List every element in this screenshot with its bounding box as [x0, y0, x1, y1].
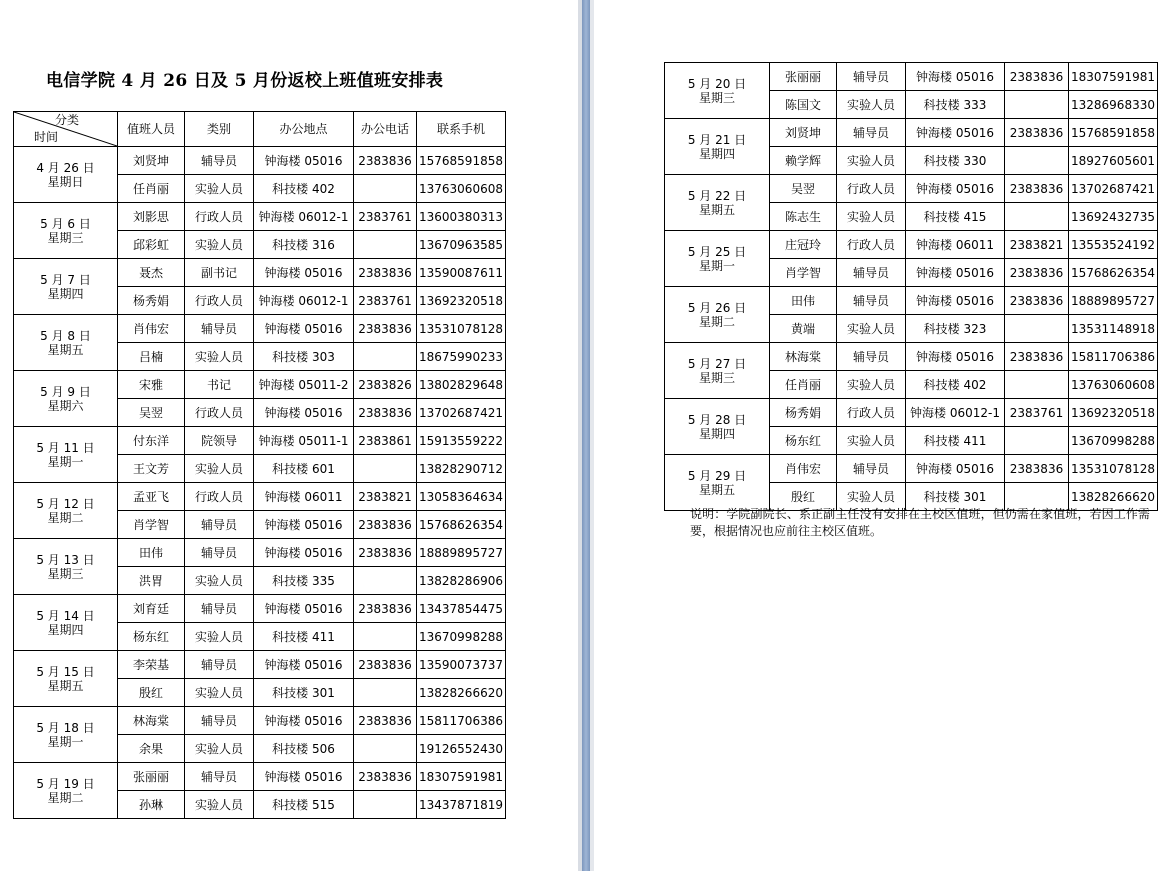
- mobile-cell: 13763060608: [417, 175, 506, 203]
- date-label: 5 月 11 日: [36, 440, 95, 455]
- duty-person-cell: 肖学智: [118, 511, 185, 539]
- table-row: [14, 763, 506, 791]
- weekday-label: 星期三: [698, 370, 735, 385]
- table-row: [14, 651, 506, 679]
- office-phone-cell: 2383836: [354, 595, 417, 623]
- office-location-cell: 科技楼 411: [254, 623, 354, 651]
- office-location-cell: 科技楼 411: [906, 427, 1005, 455]
- date-label: 5 月 21 日: [687, 132, 747, 147]
- office-phone-cell: 2383821: [1005, 231, 1069, 259]
- category-cell: 辅导员: [185, 539, 254, 567]
- category-cell: 实验人员: [185, 679, 254, 707]
- office-phone-cell: 2383836: [354, 259, 417, 287]
- table-row: [14, 203, 506, 231]
- office-location-cell: 科技楼 301: [906, 483, 1005, 511]
- office-location-cell: 钟海楼 06012-1: [906, 399, 1005, 427]
- office-location-cell: 钟海楼 05016: [254, 763, 354, 791]
- duty-person-cell: 邱彩虹: [118, 231, 185, 259]
- category-cell: 辅导员: [185, 147, 254, 175]
- date-label: 5 月 14 日: [36, 608, 95, 623]
- duty-person-cell: 王文芳: [118, 455, 185, 483]
- duty-person-cell: 杨东红: [770, 427, 837, 455]
- duty-person-cell: 孟亚飞: [118, 483, 185, 511]
- date-label: 5 月 20 日: [687, 76, 747, 91]
- category-cell: 实验人员: [837, 203, 906, 231]
- date-label: 5 月 9 日: [40, 384, 91, 399]
- mobile-cell: 19126552430: [417, 735, 506, 763]
- mobile-cell: 13670963585: [417, 231, 506, 259]
- mobile-cell: 13763060608: [1069, 371, 1158, 399]
- mobile-cell: 18307591981: [1069, 63, 1158, 91]
- table-row: [665, 63, 1158, 91]
- office-phone-cell: [354, 455, 417, 483]
- office-location-cell: 钟海楼 05016: [254, 147, 354, 175]
- date-label: 5 月 12 日: [36, 496, 95, 511]
- category-cell: 辅导员: [837, 259, 906, 287]
- weekday-label: 星期四: [47, 622, 84, 637]
- office-location-cell: 科技楼 415: [906, 203, 1005, 231]
- office-location-cell: 钟海楼 05016: [254, 399, 354, 427]
- category-cell: 副书记: [185, 259, 254, 287]
- mobile-cell: 13437854475: [417, 595, 506, 623]
- category-cell: 实验人员: [837, 371, 906, 399]
- header-category-label: 分类: [54, 113, 79, 127]
- category-cell: 实验人员: [837, 91, 906, 119]
- mobile-cell: 15768591858: [417, 147, 506, 175]
- table-row: [665, 231, 1158, 259]
- category-cell: 辅导员: [837, 343, 906, 371]
- category-cell: 实验人员: [185, 175, 254, 203]
- mobile-cell: 13828286906: [417, 567, 506, 595]
- office-phone-cell: [354, 175, 417, 203]
- mobile-cell: 13531078128: [1069, 455, 1158, 483]
- category-cell: 书记: [185, 371, 254, 399]
- office-phone-cell: [1005, 203, 1069, 231]
- office-location-cell: 钟海楼 05016: [906, 63, 1005, 91]
- duty-person-cell: 林海棠: [118, 707, 185, 735]
- duty-person-cell: 殷红: [770, 483, 837, 511]
- mobile-cell: 13600380313: [417, 203, 506, 231]
- office-location-cell: 科技楼 402: [906, 371, 1005, 399]
- office-phone-cell: [1005, 147, 1069, 175]
- office-phone-cell: [354, 679, 417, 707]
- weekday-label: 星期六: [47, 398, 84, 413]
- category-cell: 行政人员: [837, 231, 906, 259]
- table-row: [14, 147, 506, 175]
- mobile-cell: 13692432735: [1069, 203, 1158, 231]
- duty-person-cell: 张丽丽: [770, 63, 837, 91]
- category-cell: 辅导员: [185, 511, 254, 539]
- duty-person-cell: 黄端: [770, 315, 837, 343]
- duty-person-cell: 宋雅: [118, 371, 185, 399]
- date-label: 4 月 26 日: [36, 160, 95, 175]
- weekday-label: 星期一: [47, 454, 84, 469]
- mobile-cell: 15811706386: [1069, 343, 1158, 371]
- mobile-cell: 13670998288: [1069, 427, 1158, 455]
- office-phone-cell: 2383836: [1005, 259, 1069, 287]
- office-location-cell: 钟海楼 05016: [254, 511, 354, 539]
- mobile-cell: 13702687421: [1069, 175, 1158, 203]
- category-cell: 行政人员: [185, 287, 254, 315]
- date-label: 5 月 29 日: [687, 468, 747, 483]
- duty-person-cell: 吴翌: [118, 399, 185, 427]
- date-cell: [665, 343, 770, 399]
- office-location-cell: 钟海楼 06012-1: [254, 287, 354, 315]
- category-cell: 辅导员: [837, 455, 906, 483]
- date-cell: [14, 483, 118, 539]
- table-row: [14, 259, 506, 287]
- table-row: [14, 371, 506, 399]
- mobile-cell: 13670998288: [417, 623, 506, 651]
- page-title: 电信学院 4 月 26 日及 5 月份返校上班值班安排表: [46, 71, 444, 91]
- office-phone-cell: 2383836: [354, 539, 417, 567]
- mobile-cell: 18307591981: [417, 763, 506, 791]
- office-phone-cell: 2383836: [1005, 455, 1069, 483]
- mobile-cell: 15768626354: [1069, 259, 1158, 287]
- weekday-label: 星期二: [698, 314, 735, 329]
- office-phone-cell: 2383836: [354, 651, 417, 679]
- header-office-location: 办公地点: [254, 112, 354, 147]
- mobile-cell: 13286968330: [1069, 91, 1158, 119]
- date-cell: [665, 399, 770, 455]
- office-location-cell: 科技楼 330: [906, 147, 1005, 175]
- weekday-label: 星期四: [698, 426, 735, 441]
- office-phone-cell: 2383821: [354, 483, 417, 511]
- office-location-cell: 科技楼 335: [254, 567, 354, 595]
- date-cell: [665, 231, 770, 287]
- office-location-cell: 钟海楼 05016: [906, 343, 1005, 371]
- office-phone-cell: 2383836: [1005, 175, 1069, 203]
- table-row: [14, 427, 506, 455]
- duty-person-cell: 付东洋: [118, 427, 185, 455]
- mobile-cell: 15768626354: [417, 511, 506, 539]
- date-cell: [665, 63, 770, 119]
- category-cell: 辅导员: [185, 595, 254, 623]
- table-row: [665, 119, 1158, 147]
- date-label: 5 月 27 日: [687, 356, 747, 371]
- office-phone-cell: [1005, 91, 1069, 119]
- category-cell: 院领导: [185, 427, 254, 455]
- duty-person-cell: 杨东红: [118, 623, 185, 651]
- duty-person-cell: 洪胃: [118, 567, 185, 595]
- office-phone-cell: 2383836: [354, 399, 417, 427]
- category-cell: 实验人员: [185, 735, 254, 763]
- duty-schedule-table-left: [13, 111, 506, 819]
- office-phone-cell: [1005, 371, 1069, 399]
- duty-person-cell: 刘育廷: [118, 595, 185, 623]
- office-phone-cell: 2383836: [1005, 343, 1069, 371]
- office-location-cell: 钟海楼 05016: [254, 707, 354, 735]
- category-cell: 辅导员: [185, 315, 254, 343]
- office-phone-cell: [354, 567, 417, 595]
- category-cell: 行政人员: [185, 399, 254, 427]
- date-cell: [14, 259, 118, 315]
- office-phone-cell: 2383761: [1005, 399, 1069, 427]
- mobile-cell: 13802829648: [417, 371, 506, 399]
- duty-person-cell: 任肖丽: [770, 371, 837, 399]
- duty-person-cell: 肖伟宏: [118, 315, 185, 343]
- duty-person-cell: 杨秀娟: [770, 399, 837, 427]
- duty-person-cell: 肖学智: [770, 259, 837, 287]
- duty-person-cell: 吕楠: [118, 343, 185, 371]
- office-location-cell: 科技楼 323: [906, 315, 1005, 343]
- office-phone-cell: [354, 735, 417, 763]
- office-location-cell: 科技楼 515: [254, 791, 354, 819]
- office-location-cell: 科技楼 303: [254, 343, 354, 371]
- duty-person-cell: 张丽丽: [118, 763, 185, 791]
- mobile-cell: 13828266620: [417, 679, 506, 707]
- date-cell: [14, 763, 118, 819]
- office-phone-cell: 2383836: [1005, 287, 1069, 315]
- office-location-cell: 科技楼 601: [254, 455, 354, 483]
- mobile-cell: 18889895727: [417, 539, 506, 567]
- office-phone-cell: 2383836: [354, 707, 417, 735]
- office-phone-cell: 2383761: [354, 287, 417, 315]
- date-label: 5 月 28 日: [687, 412, 747, 427]
- mobile-cell: 18927605601: [1069, 147, 1158, 175]
- table-row: [665, 343, 1158, 371]
- office-phone-cell: [354, 791, 417, 819]
- duty-person-cell: 杨秀娟: [118, 287, 185, 315]
- mobile-cell: 13692320518: [417, 287, 506, 315]
- duty-person-cell: 田伟: [770, 287, 837, 315]
- duty-person-cell: 林海棠: [770, 343, 837, 371]
- weekday-label: 星期二: [47, 790, 84, 805]
- weekday-label: 星期五: [47, 678, 84, 693]
- date-label: 5 月 26 日: [687, 300, 747, 315]
- mobile-cell: 15768591858: [1069, 119, 1158, 147]
- mobile-cell: 13828266620: [1069, 483, 1158, 511]
- date-label: 5 月 18 日: [36, 720, 95, 735]
- category-cell: 实验人员: [837, 315, 906, 343]
- category-cell: 辅导员: [837, 119, 906, 147]
- duty-person-cell: 田伟: [118, 539, 185, 567]
- category-cell: 辅导员: [185, 707, 254, 735]
- weekday-label: 星期五: [698, 202, 735, 217]
- mobile-cell: 13590087611: [417, 259, 506, 287]
- date-label: 5 月 19 日: [36, 776, 95, 791]
- mobile-cell: 15913559222: [417, 427, 506, 455]
- office-location-cell: 钟海楼 05016: [906, 119, 1005, 147]
- header-diagonal-cell: [14, 112, 118, 147]
- duty-person-cell: 聂杰: [118, 259, 185, 287]
- mobile-cell: 13437871819: [417, 791, 506, 819]
- duty-person-cell: 庄冠玲: [770, 231, 837, 259]
- table-header-row: [14, 112, 506, 147]
- date-cell: [14, 371, 118, 427]
- date-cell: [14, 539, 118, 595]
- category-cell: 行政人员: [185, 203, 254, 231]
- office-phone-cell: 2383836: [354, 763, 417, 791]
- category-cell: 行政人员: [185, 483, 254, 511]
- category-cell: 实验人员: [185, 623, 254, 651]
- weekday-label: 星期四: [698, 146, 735, 161]
- duty-person-cell: 李荣基: [118, 651, 185, 679]
- duty-person-cell: 陈志生: [770, 203, 837, 231]
- date-cell: [665, 175, 770, 231]
- office-phone-cell: 2383826: [354, 371, 417, 399]
- mobile-cell: 13531078128: [417, 315, 506, 343]
- office-location-cell: 钟海楼 06011: [906, 231, 1005, 259]
- footnote: 说明：学院副院长、系正副主任没有安排在主校区值班，但仍需在家值班，若因工作需要，根据情况也应前往主校区值班。: [690, 507, 1150, 538]
- office-location-cell: 科技楼 506: [254, 735, 354, 763]
- office-phone-cell: [354, 231, 417, 259]
- office-location-cell: 科技楼 402: [254, 175, 354, 203]
- date-cell: [14, 707, 118, 763]
- category-cell: 实验人员: [185, 231, 254, 259]
- office-location-cell: 钟海楼 05016: [254, 259, 354, 287]
- mobile-cell: 18889895727: [1069, 287, 1158, 315]
- office-phone-cell: [1005, 427, 1069, 455]
- category-cell: 实验人员: [837, 427, 906, 455]
- category-cell: 辅导员: [185, 763, 254, 791]
- office-phone-cell: [1005, 315, 1069, 343]
- date-cell: [14, 651, 118, 707]
- duty-person-cell: 肖伟宏: [770, 455, 837, 483]
- date-cell: [14, 427, 118, 483]
- mobile-cell: 13553524192: [1069, 231, 1158, 259]
- office-location-cell: 钟海楼 05016: [906, 259, 1005, 287]
- weekday-label: 星期五: [698, 482, 735, 497]
- weekday-label: 星期三: [47, 566, 84, 581]
- table-row: [14, 483, 506, 511]
- office-location-cell: 科技楼 333: [906, 91, 1005, 119]
- office-location-cell: 钟海楼 05016: [254, 315, 354, 343]
- page-splitter[interactable]: [582, 0, 590, 871]
- date-label: 5 月 15 日: [36, 664, 95, 679]
- date-cell: [665, 287, 770, 343]
- office-location-cell: 钟海楼 06012-1: [254, 203, 354, 231]
- mobile-cell: 13590073737: [417, 651, 506, 679]
- category-cell: 实验人员: [837, 147, 906, 175]
- category-cell: 行政人员: [837, 175, 906, 203]
- duty-person-cell: 陈国文: [770, 91, 837, 119]
- date-label: 5 月 7 日: [40, 272, 91, 287]
- date-cell: [14, 315, 118, 371]
- table-row: [14, 315, 506, 343]
- duty-person-cell: 任肖丽: [118, 175, 185, 203]
- office-location-cell: 钟海楼 05016: [254, 651, 354, 679]
- category-cell: 实验人员: [185, 455, 254, 483]
- weekday-label: 星期三: [698, 90, 735, 105]
- office-location-cell: 钟海楼 05011-1: [254, 427, 354, 455]
- category-cell: 辅导员: [837, 287, 906, 315]
- office-location-cell: 科技楼 301: [254, 679, 354, 707]
- header-office-phone: 办公电话: [354, 112, 417, 147]
- date-label: 5 月 13 日: [36, 552, 95, 567]
- category-cell: 实验人员: [185, 567, 254, 595]
- table-row: [665, 287, 1158, 315]
- table-row: [665, 455, 1158, 483]
- table-row: [14, 595, 506, 623]
- category-cell: 行政人员: [837, 399, 906, 427]
- mobile-cell: 13058364634: [417, 483, 506, 511]
- mobile-cell: 18675990233: [417, 343, 506, 371]
- mobile-cell: 13702687421: [417, 399, 506, 427]
- header-category: 类别: [185, 112, 254, 147]
- category-cell: 辅导员: [837, 63, 906, 91]
- duty-person-cell: 刘贤坤: [770, 119, 837, 147]
- weekday-label: 星期一: [47, 734, 84, 749]
- duty-schedule-table-right: [664, 62, 1158, 511]
- table-row: [665, 399, 1158, 427]
- duty-person-cell: 孙琳: [118, 791, 185, 819]
- mobile-cell: 13692320518: [1069, 399, 1158, 427]
- office-phone-cell: [354, 623, 417, 651]
- office-location-cell: 科技楼 316: [254, 231, 354, 259]
- office-phone-cell: 2383836: [354, 147, 417, 175]
- header-time-label: 时间: [34, 130, 59, 144]
- table-row: [14, 707, 506, 735]
- date-label: 5 月 8 日: [40, 328, 91, 343]
- office-phone-cell: [354, 343, 417, 371]
- category-cell: 实验人员: [185, 343, 254, 371]
- mobile-cell: 15811706386: [417, 707, 506, 735]
- header-mobile: 联系手机: [417, 112, 506, 147]
- duty-person-cell: 殷红: [118, 679, 185, 707]
- duty-person-cell: 赖学辉: [770, 147, 837, 175]
- office-location-cell: 钟海楼 06011: [254, 483, 354, 511]
- weekday-label: 星期三: [47, 230, 84, 245]
- duty-person-cell: 余果: [118, 735, 185, 763]
- category-cell: 实验人员: [185, 791, 254, 819]
- office-phone-cell: 2383861: [354, 427, 417, 455]
- table-row: [14, 539, 506, 567]
- weekday-label: 星期日: [47, 174, 84, 189]
- office-location-cell: 钟海楼 05011-2: [254, 371, 354, 399]
- date-cell: [14, 147, 118, 203]
- weekday-label: 星期一: [698, 258, 735, 273]
- duty-person-cell: 刘贤坤: [118, 147, 185, 175]
- header-duty-person: 值班人员: [118, 112, 185, 147]
- date-cell: [665, 455, 770, 511]
- office-location-cell: 钟海楼 05016: [906, 455, 1005, 483]
- office-location-cell: 钟海楼 05016: [906, 287, 1005, 315]
- office-phone-cell: 2383836: [1005, 119, 1069, 147]
- office-phone-cell: 2383836: [354, 315, 417, 343]
- weekday-label: 星期四: [47, 286, 84, 301]
- duty-person-cell: 刘影思: [118, 203, 185, 231]
- date-label: 5 月 25 日: [687, 244, 747, 259]
- table-row: [665, 175, 1158, 203]
- category-cell: 实验人员: [837, 483, 906, 511]
- mobile-cell: 13828290712: [417, 455, 506, 483]
- weekday-label: 星期二: [47, 510, 84, 525]
- duty-person-cell: 吴翌: [770, 175, 837, 203]
- date-cell: [14, 203, 118, 259]
- office-location-cell: 钟海楼 05016: [254, 539, 354, 567]
- office-phone-cell: 2383761: [354, 203, 417, 231]
- office-phone-cell: 2383836: [354, 511, 417, 539]
- mobile-cell: 13531148918: [1069, 315, 1158, 343]
- date-label: 5 月 6 日: [40, 216, 91, 231]
- date-cell: [665, 119, 770, 175]
- weekday-label: 星期五: [47, 342, 84, 357]
- office-location-cell: 钟海楼 05016: [254, 595, 354, 623]
- date-cell: [14, 595, 118, 651]
- date-label: 5 月 22 日: [687, 188, 747, 203]
- office-location-cell: 钟海楼 05016: [906, 175, 1005, 203]
- category-cell: 辅导员: [185, 651, 254, 679]
- office-phone-cell: 2383836: [1005, 63, 1069, 91]
